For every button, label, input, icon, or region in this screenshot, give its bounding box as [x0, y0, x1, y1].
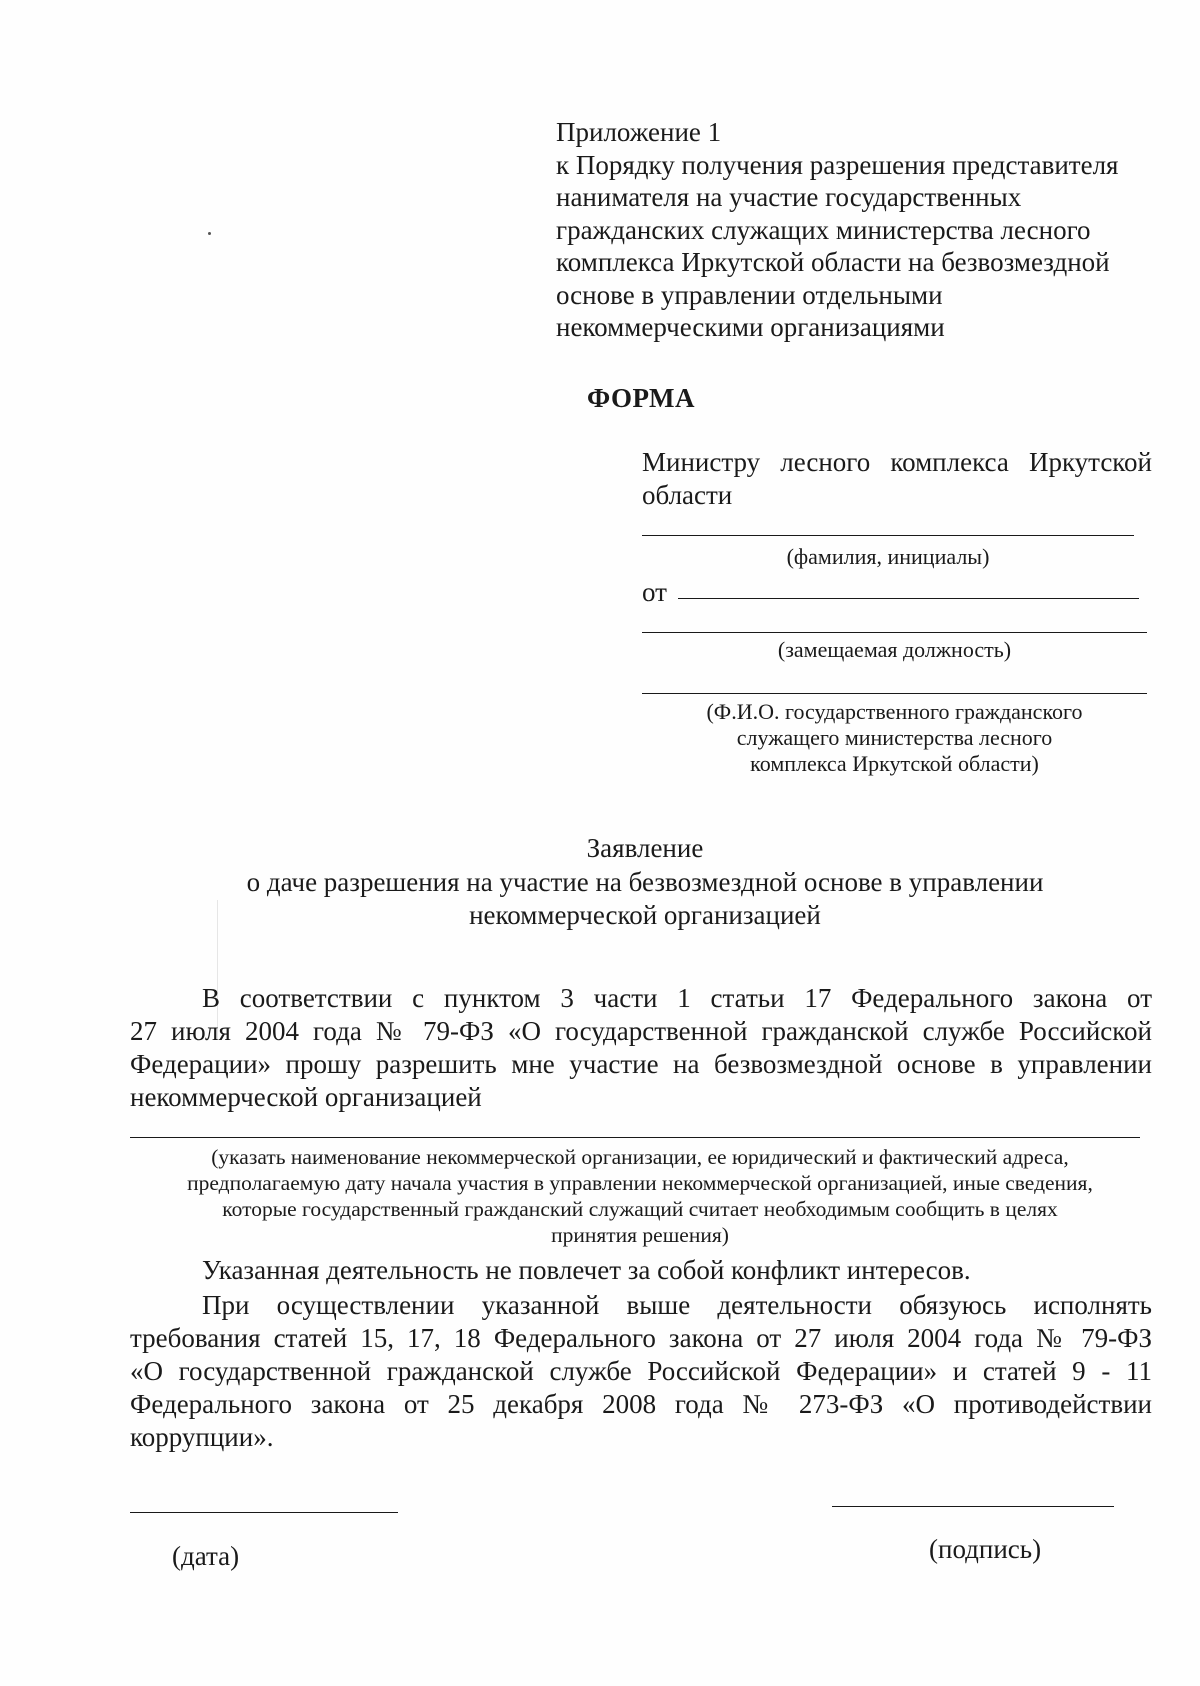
obligation-paragraph: [130, 1289, 1152, 1454]
organization-caption-line: предполагаемую дату начала участия в управлении некоммерческой организацией, иные сведения,: [187, 1171, 1093, 1195]
body-line: некоммерческой организацией: [130, 1082, 482, 1112]
appendix-line: комплекса Иркутской области на безвозмездной: [556, 247, 1110, 277]
from-blank-line[interactable]: [678, 598, 1139, 599]
appendix-line: некоммерческими организациями: [556, 312, 945, 342]
statement-body: [130, 982, 1152, 1114]
obligation-line: Федерального закона от 25 декабря 2008 года № 273-ФЗ «О противодействии: [130, 1389, 1152, 1419]
scan-artifact: [208, 232, 211, 235]
obligation-line: требования статей 15, 17, 18 Федерального закона от 27 июля 2004 года № 79-ФЗ: [130, 1323, 1152, 1353]
organization-caption: [120, 1144, 1160, 1248]
signature-blank-line[interactable]: [832, 1506, 1114, 1507]
organization-caption-line: принятия решения): [551, 1223, 729, 1247]
body-line: Федерации» прошу разрешить мне участие на безвозмездной основе в управлении: [130, 1049, 1152, 1079]
fio-caption-line: комплекса Иркутской области): [750, 751, 1039, 776]
statement-subtitle-line: некоммерческой организацией: [469, 900, 821, 930]
obligation-line: «О государственной гражданской службе Российской Федерации» и статей 9 - 11: [130, 1356, 1152, 1386]
addressee-text: Министру лесного комплекса Иркутской области: [642, 447, 1152, 510]
appendix-line: Приложение 1: [556, 117, 722, 147]
fio-caption: [642, 699, 1147, 777]
signature-label: (подпись): [929, 1534, 1042, 1564]
statement-subtitle-line: о даче разрешения на участие на безвозмездной основе в управлении: [246, 867, 1044, 897]
name-blank-line[interactable]: [642, 535, 1134, 536]
appendix-line: гражданских служащих министерства лесного: [556, 214, 1091, 245]
name-caption: (фамилия, инициалы): [786, 544, 990, 569]
statement-title: Заявление: [586, 833, 704, 863]
fio-blank-line[interactable]: [642, 693, 1147, 694]
organization-blank-line[interactable]: [130, 1137, 1140, 1138]
from-label: от: [642, 577, 667, 607]
appendix-line: нанимателя на участие государственных: [556, 182, 1022, 212]
appendix-header: [556, 116, 1118, 344]
fio-caption-line: служащего министерства лесного: [736, 725, 1053, 750]
obligation-line: коррупции».: [130, 1422, 274, 1452]
date-label: (дата): [172, 1541, 240, 1571]
conflict-statement: Указанная деятельность не повлечет за собой конфликт интересов.: [202, 1255, 971, 1285]
organization-caption-line: которые государственный гражданский служащий считает необходимым сообщить в целях: [222, 1197, 1058, 1221]
fio-caption-line: (Ф.И.О. государственного гражданского: [706, 699, 1083, 724]
position-caption: (замещаемая должность): [777, 637, 1012, 662]
form-title: ФОРМА: [587, 383, 695, 413]
organization-caption-line: (указать наименование некоммерческой организации, ее юридический и фактический адреса,: [211, 1145, 1069, 1169]
appendix-line: к Порядку получения разрешения представителя: [556, 149, 1119, 180]
appendix-line: основе в управлении отдельными: [556, 279, 943, 310]
body-line: В соответствии с пунктом 3 части 1 статьи 17 Федерального закона от: [202, 983, 1152, 1013]
date-blank-line[interactable]: [130, 1512, 398, 1513]
position-blank-line[interactable]: [642, 632, 1147, 633]
obligation-line: При осуществлении указанной выше деятельности обязуюсь исполнять: [202, 1290, 1152, 1320]
body-line: 27 июля 2004 года № 79-ФЗ «О государственной гражданской службе Российской: [130, 1016, 1152, 1046]
